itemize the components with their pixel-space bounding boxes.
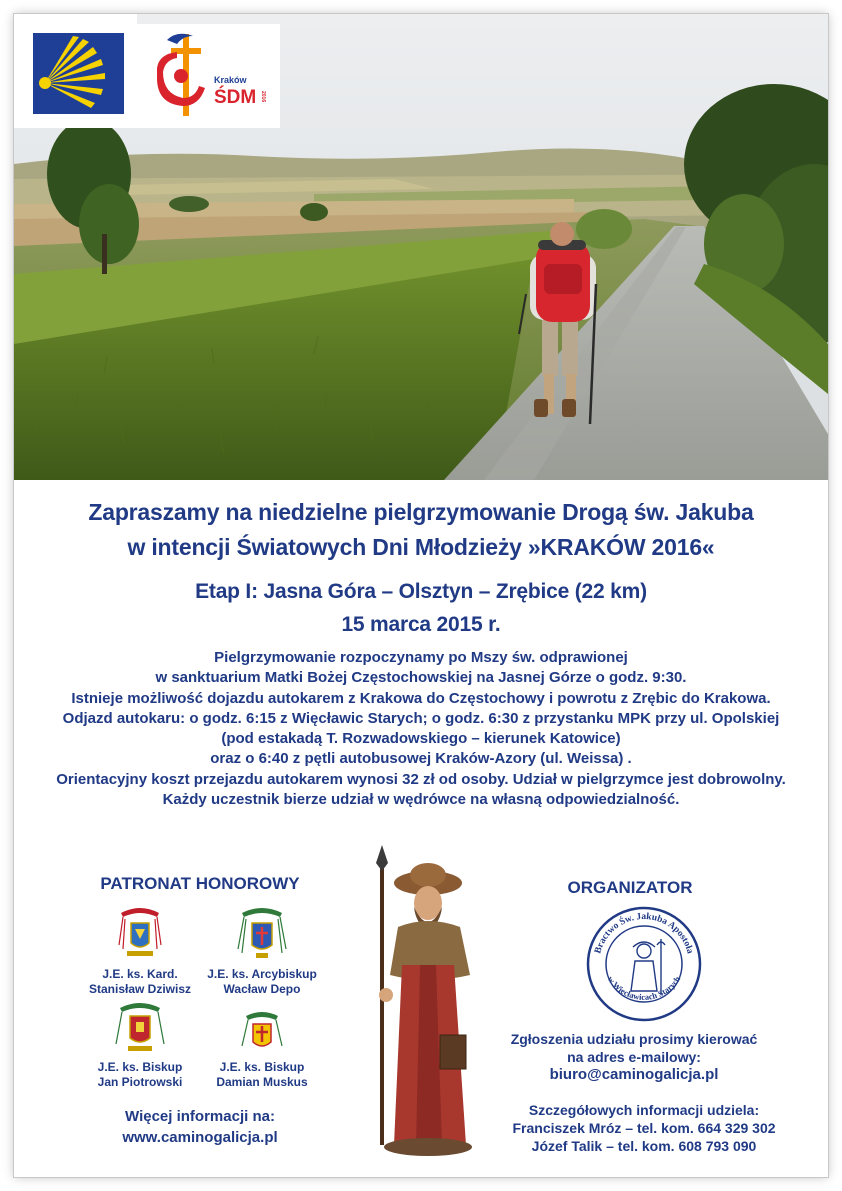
signup-info [494, 1030, 774, 1084]
coat-of-arms-icon [117, 905, 163, 963]
contacts-label: Szczegółowych informacji udziela: [528, 1102, 760, 1118]
coat-of-arms-icon [114, 1000, 166, 1056]
body-line: Pielgrzymowanie rozpoczynamy po Mszy św. odprawionej [214, 649, 628, 666]
sdm-city: Kraków [214, 75, 247, 85]
headline-line-2: w intencji Światowych Dni Młodzieży »KRAKÓW 2016« [127, 534, 715, 560]
email-link[interactable]: biuro@caminogalicja.pl [549, 1066, 719, 1083]
patron-card [187, 1010, 337, 1090]
fraternity-seal-logo [585, 905, 703, 1023]
patron-name: Stanisław Dziwisz [88, 982, 192, 996]
patron-title-line: J.E. ks. Biskup [97, 1060, 183, 1074]
body-line: oraz o 6:40 z pętli autobusowej Kraków-Azory (ul. Weissa) . [210, 750, 632, 768]
website-link[interactable]: www.caminogalicja.pl [122, 1129, 278, 1146]
seal-text-bottom: w Więcławicach Starych [605, 974, 683, 1002]
signup-line: na adres e-mailowy: [567, 1049, 701, 1065]
contact-person: Franciszek Mróz – tel. kom. 664 329 302 [512, 1120, 776, 1136]
event-date: 15 marca 2015 r. [341, 613, 501, 636]
body-line: Każdy uczestnik bierze udział w wędrówce na własną odpowiedzialność. [162, 791, 680, 809]
patron-name: Damian Muskus [216, 1075, 308, 1089]
sdm-cross-icon [137, 24, 280, 128]
scallop-shell-icon [33, 33, 124, 114]
seal-text-top: Bractwo Św. Jakuba Apostoła [593, 911, 695, 955]
camino-shell-logo [33, 33, 124, 114]
patron-card [187, 905, 337, 997]
sdm-logo [137, 24, 280, 128]
body-line: Odjazd autokaru: o godz. 6:15 z Więcławic Starych; o godz. 6:30 z przystanku MPK przy ul. Opolskiej [62, 709, 780, 727]
sdm-name: ŚDM [214, 87, 257, 108]
body-line: Orientacyjny koszt przejazdu autokarem wynosi 32 zł od osoby. Udział w pielgrzymce jest dobrowolny. [56, 770, 786, 788]
patron-title-line: J.E. ks. Arcybiskup [207, 967, 317, 981]
coat-of-arms-icon [240, 1010, 284, 1056]
stage-title: Etap I: Jasna Góra – Olsztyn – Zrębice (22 km) [195, 580, 647, 603]
body-paragraph [14, 648, 828, 810]
body-line: (pod estakadą T. Rozwadowskiego – kierunek Katowice) [221, 730, 621, 748]
signup-line: Zgłoszenia udziału prosimy kierować [510, 1031, 758, 1047]
more-info-label: Więcej informacji na: [125, 1108, 275, 1125]
patron-title-line: J.E. ks. Biskup [219, 1060, 305, 1074]
body-line: Istnieje możliwość dojazdu autokarem z Krakowa do Częstochowy i powrotu z Zrębic do Krakowa. [71, 689, 771, 707]
contact-person: Józef Talik – tel. kom. 608 793 090 [531, 1138, 757, 1154]
patronat-title: PATRONAT HONOROWY [100, 874, 300, 893]
saint-james-statue-image [358, 845, 488, 1161]
contact-info [494, 1101, 794, 1155]
coat-of-arms-icon [234, 905, 290, 963]
patron-title-line: J.E. ks. Kard. [102, 967, 178, 981]
more-info [90, 1106, 310, 1148]
sdm-year: 2016 [260, 91, 266, 103]
patron-name: Wacław Depo [223, 982, 301, 996]
headline-line-1: Zapraszamy na niedzielne pielgrzymowanie Drogą św. Jakuba [88, 499, 754, 525]
organizator-title: ORGANIZATOR [567, 878, 693, 897]
patron-name: Jan Piotrowski [97, 1075, 183, 1089]
body-line: w sanktuarium Matki Bożej Częstochowskiej na Jasnej Górze o godz. 9:30. [155, 669, 687, 687]
